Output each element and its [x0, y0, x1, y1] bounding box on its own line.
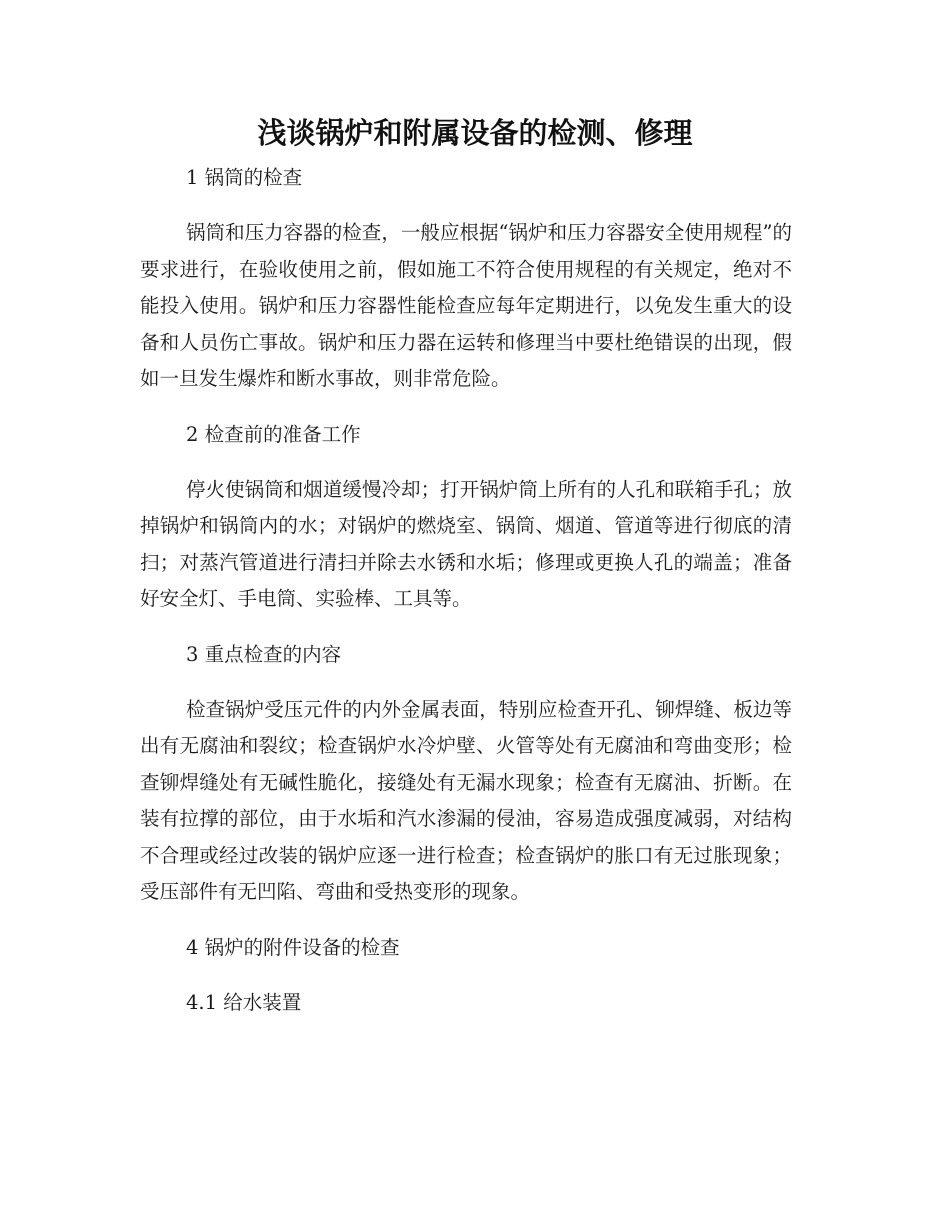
- document-title: 浅谈锅炉和附属设备的检测、修理: [257, 116, 693, 150]
- document-body: [140, 160, 792, 1040]
- section-heading-1: 1 锅筒的检查: [186, 166, 303, 189]
- section-heading-2: 2 检查前的准备工作: [186, 422, 361, 446]
- section-heading-3: 3 重点检查的内容: [186, 642, 342, 666]
- section-paragraph-1: 锅筒和压力容器的检查，一般应根据“锅炉和压力容器安全使用规程”的要求进行，在验收使用之前，假如施工不符合使用规程的有关规定，绝对不能投入使用。锅炉和压力容器性能检查应每年定期进行，以免发生重大的设备和人员伤亡事故。锅炉和压力器在运转和修理当中要杜绝错误的出现，假如一旦发生爆炸和断水事故，则非常危险。: [140, 221, 792, 390]
- section-heading-4: 4 锅炉的附件设备的检查: [186, 935, 400, 959]
- subsection-heading-4-1: 4.1 给水装置: [186, 990, 302, 1014]
- section-paragraph-3: 检查锅炉受压元件的内外金属表面，特别应检查开孔、铆焊缝、板边等出有无腐油和裂纹；检查锅炉水冷炉壁、火管等处有无腐油和弯曲变形；检查铆焊缝处有无碱性脆化，接缝处有无漏水现象；检查有无腐油、折断。在装有拉撑的部位，由于水垢和汽水渗漏的侵油，容易造成强度减弱，对结构不合理或经过改装的锅炉应逐一进行检查；检查锅炉的胀口有无过胀现象；受压部件有无凹陷、弯曲和受热变形的现象。: [140, 697, 792, 903]
- section-paragraph-2: 停火使锅筒和烟道缓慢冷却；打开锅炉筒上所有的人孔和联箱手孔；放掉锅炉和锅筒内的水；对锅炉的燃烧室、锅筒、烟道、管道等进行彻底的清扫；对蒸汽管道进行清扫并除去水锈和水垢；修理或更换人孔的端盖；准备好安全灯、手电筒、实验棒、工具等。: [140, 477, 792, 610]
